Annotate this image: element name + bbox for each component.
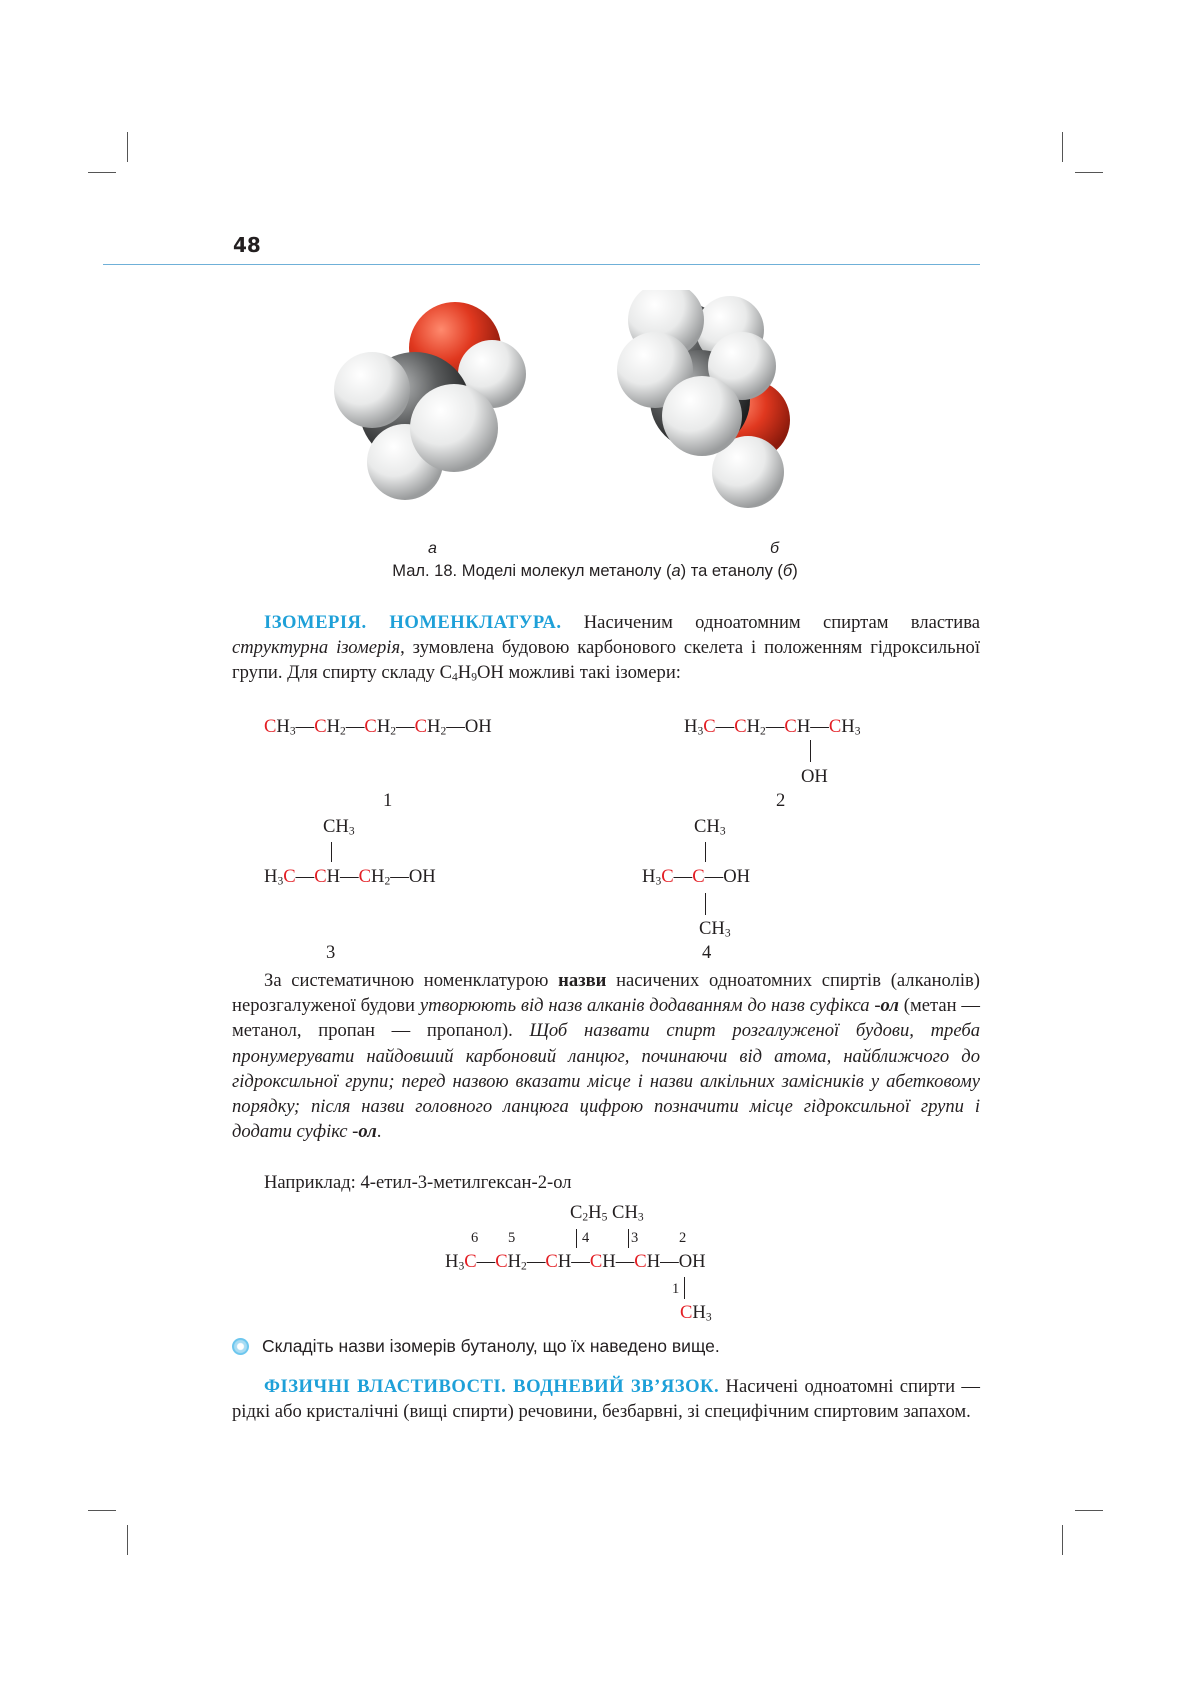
physical-properties-paragraph: ФІЗИЧНІ ВЛАСТИВОСТІ. ВОДНЕВИЙ ЗВ’ЯЗОК. Насичені одноатомні спирти — рідкі або кристалічні (вищі спирти) речовини, безбарвні, зі специфічним спиртовим запахом. (232, 1376, 980, 1423)
example-main-chain: $H_3C—CH_2—CH—CH—CH—OH$ (445, 1251, 706, 1273)
crop-mark (1075, 172, 1103, 173)
bond-line (331, 842, 332, 862)
example-ch3-bottom: $CH_3$ (680, 1302, 712, 1324)
crop-mark (1075, 1510, 1103, 1511)
header-rule (103, 264, 980, 265)
isomer-3-number: 3 (326, 942, 336, 963)
bond-line (628, 1229, 629, 1248)
isomer-4-ch3-bottom: $CH_3$ (699, 918, 731, 940)
hydrogen-atom (410, 384, 498, 472)
crop-mark (127, 132, 128, 162)
isomerism-paragraph: ІЗОМЕРІЯ. НОМЕНКЛАТУРА. Насиченим одноатомним спиртам властива структурна ізомерія, зумовлена будовою карбонового скелета і положенням гідроксильної групи. Для спирту складу $C_4H_9OH$ можливі такі ізомери: (232, 612, 980, 684)
locant-4: 4 (582, 1230, 590, 1246)
bond-line (576, 1229, 577, 1248)
hydrogen-atom (334, 352, 410, 428)
section-heading-physical: ФІЗИЧНІ ВЛАСТИВОСТІ. ВОДНЕВИЙ ЗВ’ЯЗОК. (264, 1376, 720, 1397)
locant-2: 2 (679, 1230, 687, 1246)
bond-line (705, 893, 706, 915)
crop-mark (127, 1525, 128, 1555)
locant-5: 5 (508, 1230, 516, 1246)
bond-line (684, 1277, 685, 1299)
figure-label-b: б (770, 540, 779, 557)
example-substituents: $C_2H_5$ $CH_3$ (570, 1202, 644, 1224)
crop-mark (88, 1510, 116, 1511)
page-number: 48 (233, 233, 261, 257)
isomer-2-formula: $H_3C—CH_2—CH—CH_3$ (684, 716, 861, 738)
locant-6: 6 (471, 1230, 479, 1246)
bond-line (705, 842, 706, 862)
example-line: Наприклад: 4-етил-3-метилгексан-2-ол (264, 1172, 572, 1193)
isomer-1-number: 1 (383, 790, 393, 811)
isomer-3-formula: $H_3C—CH—CH_2—OH$ (264, 866, 436, 888)
locant-1: 1 (672, 1281, 680, 1297)
task-bullet-icon (232, 1338, 249, 1355)
bond-line (810, 740, 811, 762)
isomer-2-oh: OH (801, 766, 828, 787)
isomer-2-number: 2 (776, 790, 786, 811)
molecule-models-figure (330, 290, 890, 550)
figure-caption: Мал. 18. Моделі молекул метанолу (а) та етанолу (б) (392, 562, 798, 580)
task-text: Складіть назви ізомерів бутанолу, що їх наведено вище. (262, 1336, 720, 1356)
crop-mark (1062, 1525, 1063, 1555)
section-heading-isomerism: ІЗОМЕРІЯ. НОМЕНКЛАТУРА. (264, 612, 562, 633)
nomenclature-paragraph: За систематичною номенклатурою назви насичених одноатомних спиртів (алканолів) нерозгалуженої будови утворюють від назв алканів додаванням до назв суфікса -ол (метан — метанол, пропан — пропанол). Щоб назвати спирт розгалуженої будови, треба пронумерувати найдовший карбоновий ланцюг, починаючи від атома, найближчого до гідроксильної групи; перед назвою вказати місце і назви алкільних замісників у абетковому порядку; після назви головного ланцюга цифрою позначити місце гідроксильної групи і додати суфікс -ол. (232, 970, 980, 1143)
ethanol-model (617, 290, 790, 508)
figure-label-a: а (428, 540, 437, 557)
crop-mark (1062, 132, 1063, 162)
crop-mark (88, 172, 116, 173)
locant-3: 3 (631, 1230, 639, 1246)
isomer-1-formula: $CH_3—CH_2—CH_2—CH_2—OH$ (264, 716, 492, 738)
hydrogen-atom (662, 376, 742, 456)
isomer-4-number: 4 (702, 942, 712, 963)
isomer-4-formula: $H_3C—C—OH$ (642, 866, 751, 888)
methanol-model (334, 302, 526, 500)
isomer-3-ch3: $CH_3$ (323, 816, 355, 838)
isomer-4-ch3-top: $CH_3$ (694, 816, 726, 838)
